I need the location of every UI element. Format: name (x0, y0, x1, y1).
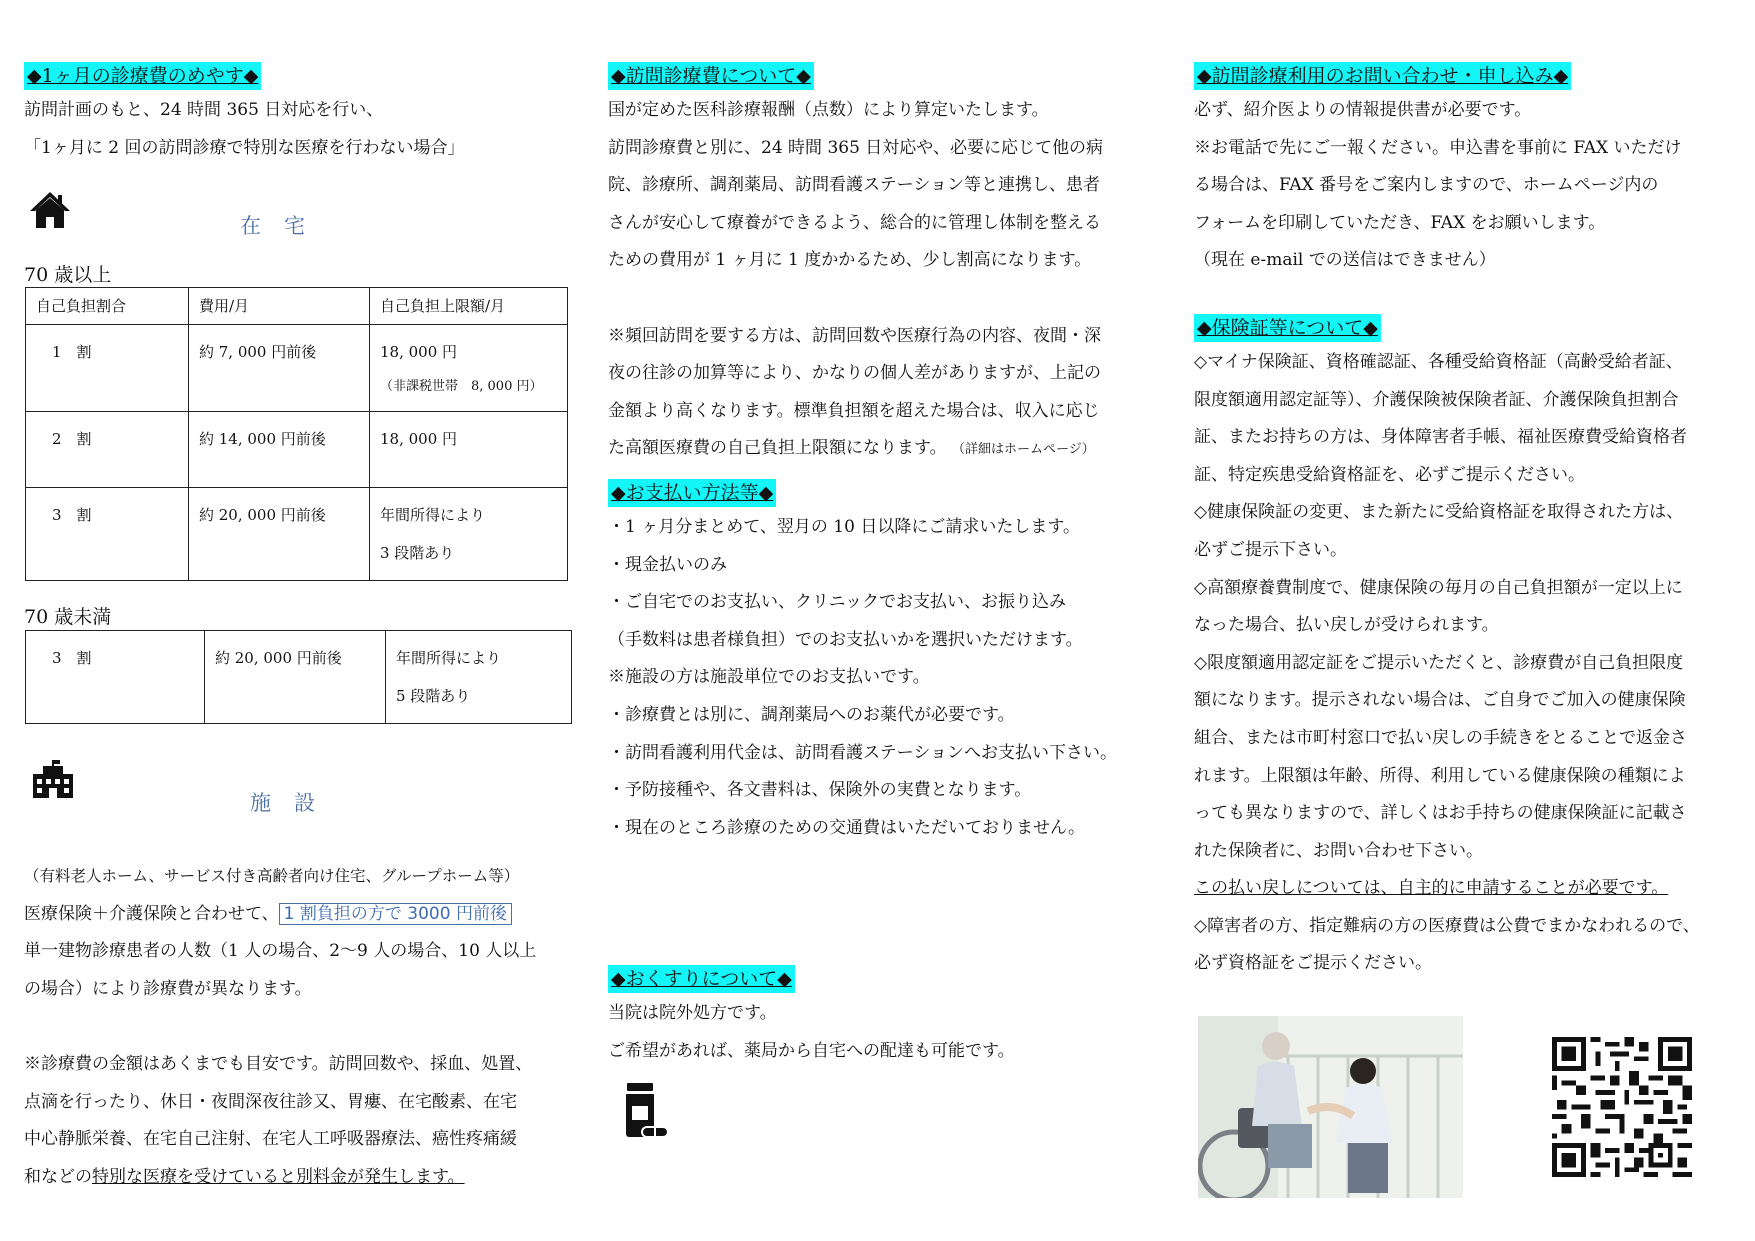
insurance-line: っても異なりますので、詳しくはお手持ちの健康保険証に記載さ (1194, 803, 1687, 824)
fee-note-line: 金額より高くなります。標準負担額を超えた場合は、収入に応じ (608, 400, 1100, 421)
fee-note-line (608, 430, 1163, 469)
insurance-line: ◇マイナ保険証、資格確認証、各種受給資格証（高齢受給者証、 (1194, 351, 1683, 372)
limit-value: 年間所得により (380, 506, 486, 524)
insurance-line: なった場合、払い戻しが受けられます。 (1194, 615, 1499, 636)
caregiver-photo (1198, 1016, 1463, 1198)
insurance-line: ◇高額療養費制度で、健康保険の毎月の自己負担額が一定以上に (1194, 577, 1683, 598)
medicine-line: ご希望があれば、薬局から自宅への配達も可能です。 (608, 1040, 1015, 1061)
under70-fee-table (25, 630, 572, 724)
limit-value: 18, 000 円 (380, 343, 458, 361)
note-line-4 (24, 1159, 584, 1197)
limit-cell: 18, 000 円 (370, 412, 568, 488)
insurance-line: 証、またお持ちの方は、身体障害者手帳、福祉医療費受給資格者 (1194, 427, 1687, 448)
facility-line-1 (24, 896, 584, 934)
column-fees-payment (608, 62, 1163, 847)
contact-line: （現在 e-mail での送信はできません） (1194, 250, 1496, 271)
note-line-2: 点滴を行ったり、休日・夜間深夜往診又、胃瘻、在宅酸素、在宅 (24, 1091, 517, 1112)
fee-line: ための費用が 1 ヶ月に 1 度かかるため、少し割高になります。 (608, 250, 1092, 271)
insurance-line: 限度額適用認定証等）、介護保険被保険者証、介護保険負担割合 (1194, 389, 1679, 410)
cost-cell: 約 20, 000 円前後 (189, 488, 370, 581)
medicine-section (608, 965, 1163, 1070)
heading-medicine: ◆おくすりについて◆ (608, 965, 795, 993)
rate-cell: 3 割 (26, 488, 189, 581)
cost-cell: 約 14, 000 円前後 (189, 412, 370, 488)
heading-contact: ◆訪問診療利用のお問い合わせ・申し込み◆ (1194, 62, 1571, 90)
payment-line: ・訪問看護利用代金は、訪問看護ステーションへお支払い下さい。 (608, 742, 1117, 763)
heading-insurance: ◆保険証等について◆ (1194, 314, 1381, 342)
fee-note-detail: （詳細はホームページ） (952, 442, 1095, 458)
cost-cell: 約 20, 000 円前後 (205, 631, 386, 724)
fee-line: 院、診療所、調剤薬局、訪問看護ステーション等と連携し、患者 (608, 175, 1100, 196)
table-row (26, 325, 568, 412)
fee-line: 国が定めた医科診療報酬（点数）により算定いたします。 (608, 100, 1049, 120)
cost-cell: 約 7, 000 円前後 (189, 325, 370, 412)
medicine-line: 当院は院外処方です。 (608, 1003, 777, 1023)
limit-cell (386, 631, 572, 724)
payment-line: ・予防接種や、各文書料は、保険外の実費となります。 (608, 780, 1032, 801)
note-line-3: 中心静脈栄養、在宅自己注射、在宅人工呼吸器療法、癌性疼痛緩 (24, 1129, 517, 1150)
payment-line: ・現在のところ診療のための交通費はいただいておりません。 (608, 817, 1086, 838)
refund-notice: この払い戻しについては、自主的に申請することが必要です。 (1194, 878, 1669, 899)
building-icon (31, 760, 75, 800)
insurance-line: ◇障害者の方、指定難病の方の医療費は公費でまかなわれるので、 (1194, 915, 1700, 936)
insurance-line: れた保険者に、お問い合わせ下さい。 (1194, 840, 1483, 861)
facility-fee-highlight: 1 割負担の方で 3000 円前後 (279, 903, 512, 925)
limit-value: 年間所得により (396, 649, 502, 667)
contact-line: フォームを印刷していただき、FAX をお願いします。 (1194, 212, 1606, 233)
fee-line: 訪問診療費と別に、24 時間 365 日対応や、必要に応じて他の病 (608, 137, 1103, 158)
intro-line-1: 訪問計画のもと、24 時間 365 日対応を行い、 (24, 100, 384, 120)
table-row (26, 412, 568, 488)
contact-line: る場合は、FAX 番号をご案内しますので、ホームページ内の (1194, 175, 1659, 196)
note-line-1: ※診療費の金額はあくまでも目安です。訪問回数や、採血、処置、 (24, 1053, 533, 1074)
contact-line: 必ず、紹介医よりの情報提供書が必要です。 (1194, 100, 1532, 120)
heading-visit-fee: ◆訪問診療費について◆ (608, 62, 814, 90)
payment-line: ・現金払いのみ (608, 554, 727, 575)
payment-line: ・1 ヶ月分まとめて、翌月の 10 日以降にご請求いたします。 (608, 516, 1080, 537)
limit-note: 3 段階あり (380, 544, 455, 562)
table-row (26, 631, 572, 724)
fee-note-line: 夜の往診の加算等により、かなりの個人差がありますが、上記の (608, 363, 1101, 384)
payment-line: ※施設の方は施設単位でのお支払いです。 (608, 667, 930, 688)
heading-monthly-fee: ◆1ヶ月の診療費のめやす◆ (24, 62, 261, 90)
table-header-row (26, 288, 568, 325)
table-row (26, 488, 568, 581)
payment-line: ・ご自宅でのお支払い、クリニックでお支払い、お振り込み (608, 592, 1066, 613)
facility-line-1-text: 医療保険＋介護保険と合わせて、 (24, 903, 279, 924)
limit-note: （非課税世帯 8, 000 円） (380, 379, 543, 394)
rate-cell: 1 割 (26, 325, 189, 412)
limit-cell (370, 488, 568, 581)
insurance-line: れます。上限額は年齢、所得、利用している健康保険の種類によ (1194, 765, 1686, 786)
facility-info (24, 858, 584, 1196)
under70-label: 70 歳未満 (24, 606, 112, 628)
insurance-line: 組合、または市町村窓口で払い戻しの手続きをとることで返金さ (1194, 727, 1687, 748)
insurance-line: ◇健康保険証の変更、また新たに受給資格証を取得された方は、 (1194, 502, 1684, 523)
house-icon (28, 190, 72, 230)
insurance-line: ◇限度額適用認定証をご提示いただくと、診療費が自己負担限度 (1194, 652, 1684, 673)
qr-code-icon (1552, 1035, 1692, 1179)
rate-cell: 3 割 (26, 631, 205, 724)
payment-line: （手数料は患者様負担）でのお支払いかを選択いただけます。 (608, 629, 1083, 650)
over70-label: 70 歳以上 (24, 264, 112, 286)
note-line-4-text: 和などの (24, 1166, 92, 1187)
payment-line: ・診療費とは別に、調剤薬局へのお薬代が必要です。 (608, 704, 1015, 725)
limit-note: 5 段階あり (396, 687, 471, 705)
insurance-line: 額になります。提示されない場合は、ご自身でご加入の健康保険 (1194, 690, 1686, 711)
intro-line-2: 「1ヶ月に 2 回の訪問診療で特別な医療を行わない場合」 (24, 137, 465, 158)
table-header: 自己負担上限額/月 (370, 288, 568, 325)
insurance-line: 必ずご提示下さい。 (1194, 539, 1347, 560)
table-header: 自己負担割合 (26, 288, 189, 325)
over70-fee-table (25, 287, 568, 581)
table-header: 費用/月 (189, 288, 370, 325)
facility-note: （有料老人ホーム、サービス付き高齢者向け住宅、グループホーム等） (24, 867, 520, 885)
fee-note-line: ※頻回訪問を要する方は、訪問回数や医療行為の内容、夜間・深 (608, 325, 1101, 346)
column-contact-insurance (1194, 62, 1749, 983)
column-fee-estimate (24, 62, 584, 167)
note-line-4-underlined: 特別な医療を受けていると別料金が発生します。 (92, 1166, 465, 1187)
fee-note-last-text: た高額医療費の自己負担上限額になります。 (608, 438, 947, 459)
contact-line: ※お電話で先にご一報ください。申込書を事前に FAX いただけ (1194, 137, 1682, 158)
insurance-line: 証、特定疾患受給資格証を、必ずご提示ください。 (1194, 464, 1585, 485)
home-section-label: 在 宅 (240, 214, 306, 238)
facility-line-2: 単一建物診療患者の人数（1 人の場合、2〜9 人の場合、10 人以上 (24, 941, 537, 962)
heading-payment: ◆お支払い方法等◆ (608, 479, 776, 507)
facility-section-label: 施 設 (250, 791, 316, 815)
limit-cell (370, 325, 568, 412)
medicine-bottle-icon (624, 1083, 670, 1141)
rate-cell: 2 割 (26, 412, 189, 488)
fee-line: さんが安心して療養ができるよう、総合的に管理し体制を整える (608, 212, 1101, 233)
facility-line-3: の場合）により診療費が異なります。 (24, 978, 312, 999)
insurance-line: 必ず資格証をご提示ください。 (1194, 953, 1432, 974)
